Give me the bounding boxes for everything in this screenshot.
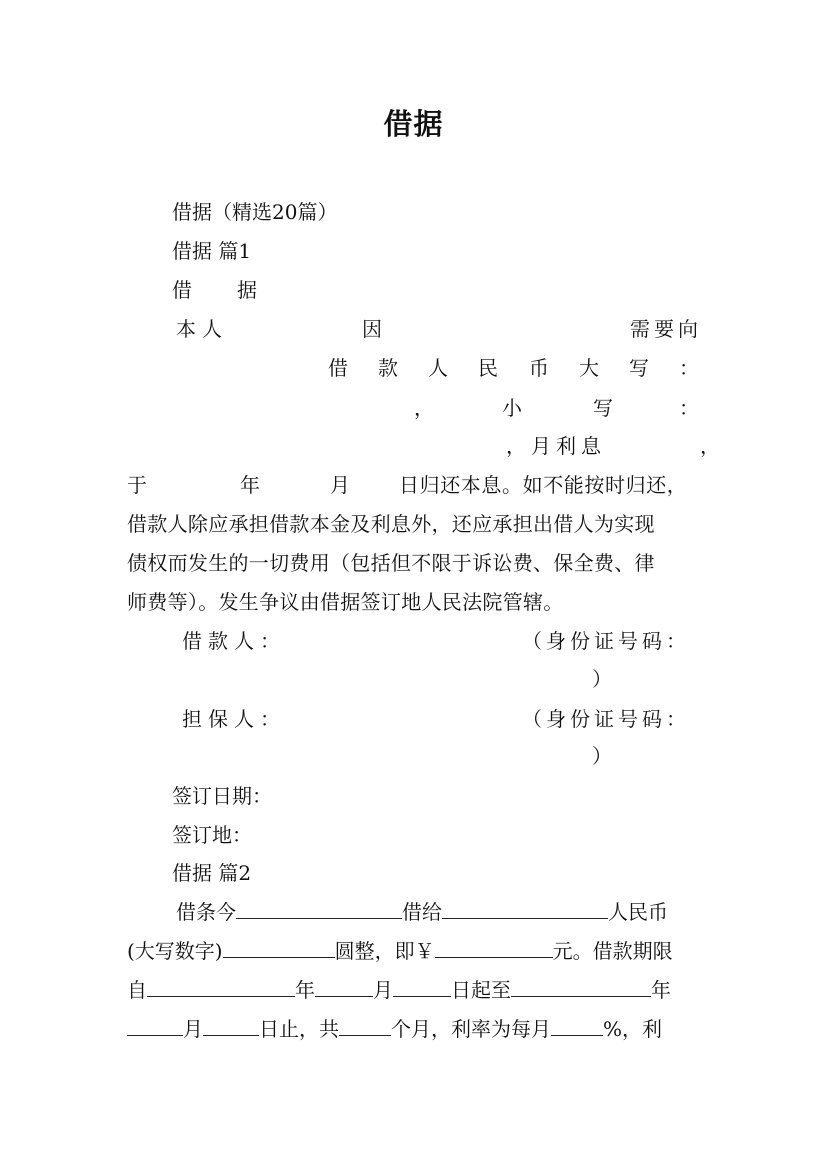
guarantor-id-close: ） [592,744,612,768]
body-line-2-char: 写 [629,356,649,380]
body-line-4-text-a: ，月利息 [506,434,606,458]
body-line-3-text-b: 小 [502,396,522,420]
blank-line [236,898,402,919]
borrower-id-close: ） [592,667,612,691]
blank-line [127,1015,183,1036]
guarantor-label: 担保人： [182,707,286,731]
s2-line-1-text-a: 借条今 [176,900,236,924]
sign-date-label: 签订日期： [172,784,272,808]
s2-line-4 [127,1015,662,1043]
body-line-6: 借款人除应承担借款本金及利息外，还应承担出借人为实现 [127,512,655,536]
sign-place-label: 签订地： [172,823,252,847]
body-line-3-text-a: ， [414,396,434,420]
page-title: 借据 [383,107,444,141]
s2-line-1-text-b: 借给 [402,900,442,924]
borrower-label: 借款人： [182,629,286,653]
body-line-4-text-b: ， [700,434,720,458]
body-line-5-text-a: 于 [127,473,147,497]
body-line-1-text-a: 本人 [176,317,228,341]
body-line-1-text-b: 因 [362,317,382,341]
body-line-1-text-c: 需要向 [630,317,702,341]
s2-line-3-text-c: 月 [373,978,393,1002]
body-line-2-char: 借 [328,356,348,380]
s2-line-2-text-b: 圆整，即￥ [334,939,435,963]
body-line-5-text-d: 日归还本息。如不能按时归还， [399,473,688,497]
body-line-2-char: 民 [478,356,498,380]
s2-line-3-text-a: 自 [127,978,147,1002]
blank-line [551,1015,603,1036]
s2-line-3-text-d: 日起至 [451,978,511,1002]
s2-line-4-text-c: 个月，利率为每月 [391,1017,551,1041]
guarantor-id-label: （身份证号码： [522,707,690,731]
section-2-heading: 借据 篇2 [172,861,252,885]
blank-line [511,976,651,997]
s2-line-1-text-c: 人民币 [608,900,668,924]
body-line-8: 师费等）。发生争议由借据签订地人民法院管辖。 [127,590,564,614]
s2-line-2 [127,937,673,965]
section-1-title-char-1: 借 [172,278,192,302]
body-line-7: 债权而发生的一切费用（包括但不限于诉讼费、保全费、律 [127,551,655,575]
body-line-2-char: 人 [428,356,448,380]
s2-line-3 [127,976,671,1004]
s2-line-4-text-a: 月 [183,1017,203,1041]
s2-line-4-text-d: %，利 [603,1017,663,1041]
s2-line-3-text-b: 年 [295,978,315,1002]
s2-line-2-text-a: (大写数字) [127,939,223,963]
body-line-5-text-b: 年 [240,473,260,497]
s2-line-3-text-e: 年 [651,978,671,1002]
s2-line-1 [176,898,668,926]
blank-line [315,976,373,997]
body-line-2-char: 大 [579,356,599,380]
body-line-3-text-d: ： [679,396,699,420]
body-line-2-char: 款 [378,356,398,380]
blank-line [435,937,553,958]
body-line-3-text-c: 写 [593,396,613,420]
body-line-2-char: ： [679,356,699,380]
blank-line [393,976,451,997]
blank-line [203,1015,259,1036]
blank-line [442,898,608,919]
body-line-2-char: 币 [529,356,549,380]
section-1-heading: 借据 篇1 [172,239,252,263]
s2-line-4-text-b: 日止，共 [259,1017,339,1041]
document-subtitle: 借据（精选20篇） [172,200,338,224]
s2-line-2-text-c: 元。借款期限 [552,939,673,963]
blank-line [339,1015,391,1036]
borrower-id-label: （身份证号码： [522,629,690,653]
blank-line [147,976,295,997]
blank-line [223,937,335,958]
section-1-title-char-2: 据 [237,278,257,302]
body-line-5-text-c: 月 [330,473,350,497]
